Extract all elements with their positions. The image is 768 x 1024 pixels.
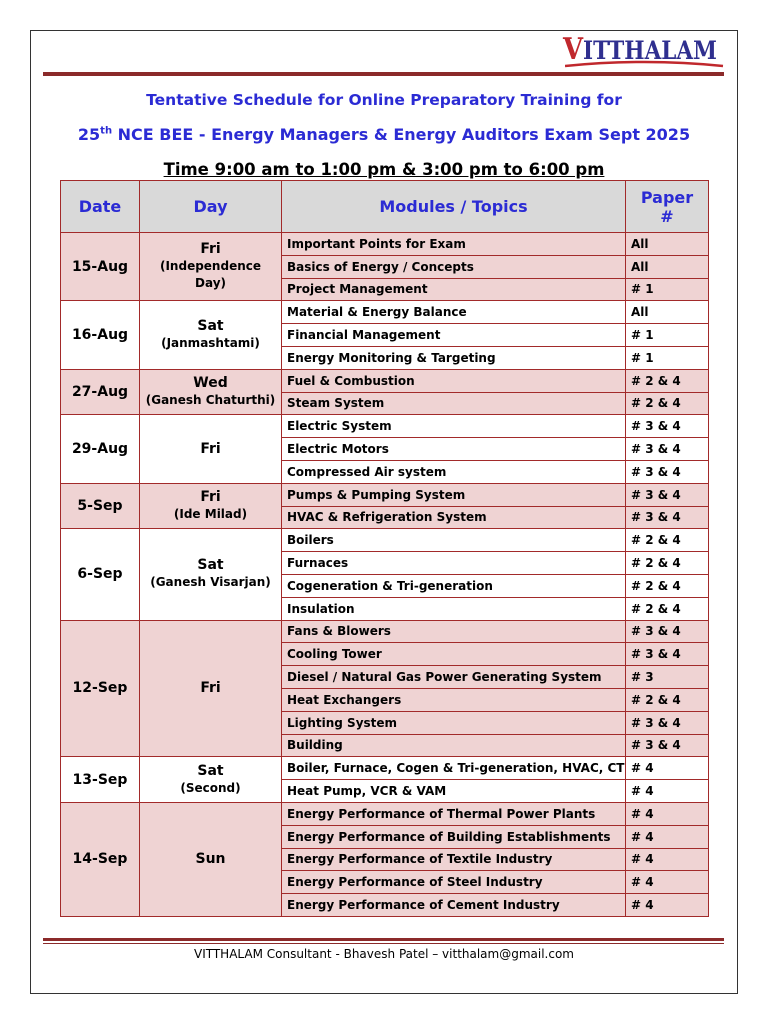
topic-cell: Important Points for Exam (282, 233, 626, 256)
topic-cell: Energy Performance of Building Establishments (282, 825, 626, 848)
day-occasion: (Ganesh Visarjan) (150, 575, 271, 590)
topic-cell: Energy Performance of Textile Industry (282, 848, 626, 871)
date-cell: 13-Sep (61, 757, 140, 803)
table-row (61, 369, 709, 392)
paper-cell: # 4 (626, 848, 709, 871)
topic-cell: Energy Performance of Steel Industry (282, 871, 626, 894)
table-row (61, 529, 709, 552)
title-ordinal-suffix: th (100, 125, 113, 137)
topic-cell: Cogeneration & Tri-generation (282, 574, 626, 597)
header-day: Day (140, 181, 282, 233)
day-name: Fri (200, 241, 221, 258)
topic-cell: Electric System (282, 415, 626, 438)
day-cell (140, 620, 282, 757)
topic-cell: Fans & Blowers (282, 620, 626, 643)
day-name: Fri (200, 489, 221, 506)
date-cell: 5-Sep (61, 483, 140, 529)
paper-cell: All (626, 301, 709, 324)
topic-cell: Heat Pump, VCR & VAM (282, 780, 626, 803)
table-row (61, 620, 709, 643)
schedule-body (61, 233, 709, 917)
topic-cell: Furnaces (282, 552, 626, 575)
topic-cell: Material & Energy Balance (282, 301, 626, 324)
topic-cell: Cooling Tower (282, 643, 626, 666)
paper-cell: # 3 & 4 (626, 483, 709, 506)
paper-cell: # 2 & 4 (626, 392, 709, 415)
day-cell (140, 301, 282, 369)
day-cell (140, 757, 282, 803)
day-occasion: (Second) (180, 780, 241, 795)
vitthalam-logo (563, 32, 723, 70)
table-row (61, 757, 709, 780)
paper-cell: # 2 & 4 (626, 597, 709, 620)
day-occasion: (Independence Day) (159, 259, 261, 291)
header-date: Date (61, 181, 140, 233)
topic-cell: Compressed Air system (282, 460, 626, 483)
paper-cell: # 2 & 4 (626, 688, 709, 711)
title-line-2-text: NCE BEE - Energy Managers & Energy Auditors Exam Sept 2025 (112, 125, 691, 144)
topic-cell: Energy Performance of Thermal Power Plants (282, 802, 626, 825)
table-header-row (61, 181, 709, 233)
paper-cell: # 3 & 4 (626, 643, 709, 666)
day-occasion: (Ide Milad) (173, 507, 248, 522)
header-rule (43, 72, 724, 76)
paper-cell: All (626, 233, 709, 256)
paper-cell: # 1 (626, 346, 709, 369)
topic-cell: Building (282, 734, 626, 757)
topic-cell: Energy Performance of Cement Industry (282, 894, 626, 917)
paper-cell: All (626, 255, 709, 278)
table-row (61, 415, 709, 438)
footer-rule (43, 938, 724, 941)
date-cell: 29-Aug (61, 415, 140, 483)
day-name: Sat (197, 762, 224, 779)
header-topics: Modules / Topics (282, 181, 626, 233)
topic-cell: Insulation (282, 597, 626, 620)
topic-cell: Steam System (282, 392, 626, 415)
paper-cell: # 1 (626, 278, 709, 301)
table-row (61, 802, 709, 825)
date-cell: 6-Sep (61, 529, 140, 620)
table-row (61, 233, 709, 256)
day-cell (140, 802, 282, 916)
paper-cell: # 2 & 4 (626, 574, 709, 597)
paper-cell: # 4 (626, 894, 709, 917)
topic-cell: HVAC & Refrigeration System (282, 506, 626, 529)
footer-text: VITTHALAM Consultant - Bhavesh Patel – vitthalam@gmail.com (193, 947, 574, 961)
paper-cell: # 1 (626, 324, 709, 347)
date-cell: 14-Sep (61, 802, 140, 916)
table-row (61, 483, 709, 506)
day-cell (140, 483, 282, 529)
title-line-2 (0, 125, 768, 144)
paper-cell: # 3 & 4 (626, 460, 709, 483)
schedule-table (60, 180, 709, 917)
paper-cell: # 4 (626, 871, 709, 894)
table-row (61, 301, 709, 324)
topic-cell: Financial Management (282, 324, 626, 347)
topic-cell: Pumps & Pumping System (282, 483, 626, 506)
paper-cell: # 2 & 4 (626, 552, 709, 575)
paper-cell: # 4 (626, 757, 709, 780)
topic-cell: Lighting System (282, 711, 626, 734)
paper-cell: # 2 & 4 (626, 529, 709, 552)
paper-cell: # 3 & 4 (626, 620, 709, 643)
paper-cell: # 4 (626, 802, 709, 825)
date-cell: 27-Aug (61, 369, 140, 415)
date-cell: 16-Aug (61, 301, 140, 369)
header-paper (626, 181, 709, 233)
day-name: Sun (195, 850, 226, 867)
footer-rule-thin (43, 943, 724, 944)
topic-cell: Boiler, Furnace, Cogen & Tri-generation, HVAC, CT (282, 757, 626, 780)
day-cell (140, 233, 282, 301)
topic-cell: Project Management (282, 278, 626, 301)
title-line-1: Tentative Schedule for Online Preparatory Training for (146, 91, 622, 109)
day-cell (140, 415, 282, 483)
logo-word: ITTHALAM (583, 36, 717, 65)
date-cell: 15-Aug (61, 233, 140, 301)
day-occasion: (Ganesh Chaturthi) (145, 393, 276, 408)
topic-cell: Energy Monitoring & Targeting (282, 346, 626, 369)
date-cell: 12-Sep (61, 620, 140, 757)
day-cell (140, 529, 282, 620)
time-line: Time 9:00 am to 1:00 pm & 3:00 pm to 6:00 pm (163, 160, 605, 179)
paper-cell: # 4 (626, 780, 709, 803)
day-name: Wed (193, 375, 228, 392)
paper-cell: # 3 (626, 666, 709, 689)
title-ordinal-number: 25 (77, 125, 101, 144)
header-paper-line2: # (660, 206, 674, 226)
paper-cell: # 2 & 4 (626, 369, 709, 392)
paper-cell: # 3 & 4 (626, 711, 709, 734)
day-name: Fri (200, 679, 221, 696)
logo-letter: V (563, 32, 584, 67)
day-name: Sat (197, 557, 224, 574)
day-occasion: (Janmashtami) (161, 336, 260, 351)
topic-cell: Diesel / Natural Gas Power Generating System (282, 666, 626, 689)
day-name: Fri (200, 440, 221, 457)
day-name: Sat (197, 318, 224, 335)
paper-cell: # 3 & 4 (626, 438, 709, 461)
day-cell (140, 369, 282, 415)
topic-cell: Heat Exchangers (282, 688, 626, 711)
paper-cell: # 4 (626, 825, 709, 848)
paper-cell: # 3 & 4 (626, 734, 709, 757)
paper-cell: # 3 & 4 (626, 506, 709, 529)
topic-cell: Boilers (282, 529, 626, 552)
topic-cell: Basics of Energy / Concepts (282, 255, 626, 278)
topic-cell: Electric Motors (282, 438, 626, 461)
paper-cell: # 3 & 4 (626, 415, 709, 438)
topic-cell: Fuel & Combustion (282, 369, 626, 392)
header-paper-line1: Paper (640, 187, 694, 207)
logo-swoosh-icon (565, 60, 725, 70)
